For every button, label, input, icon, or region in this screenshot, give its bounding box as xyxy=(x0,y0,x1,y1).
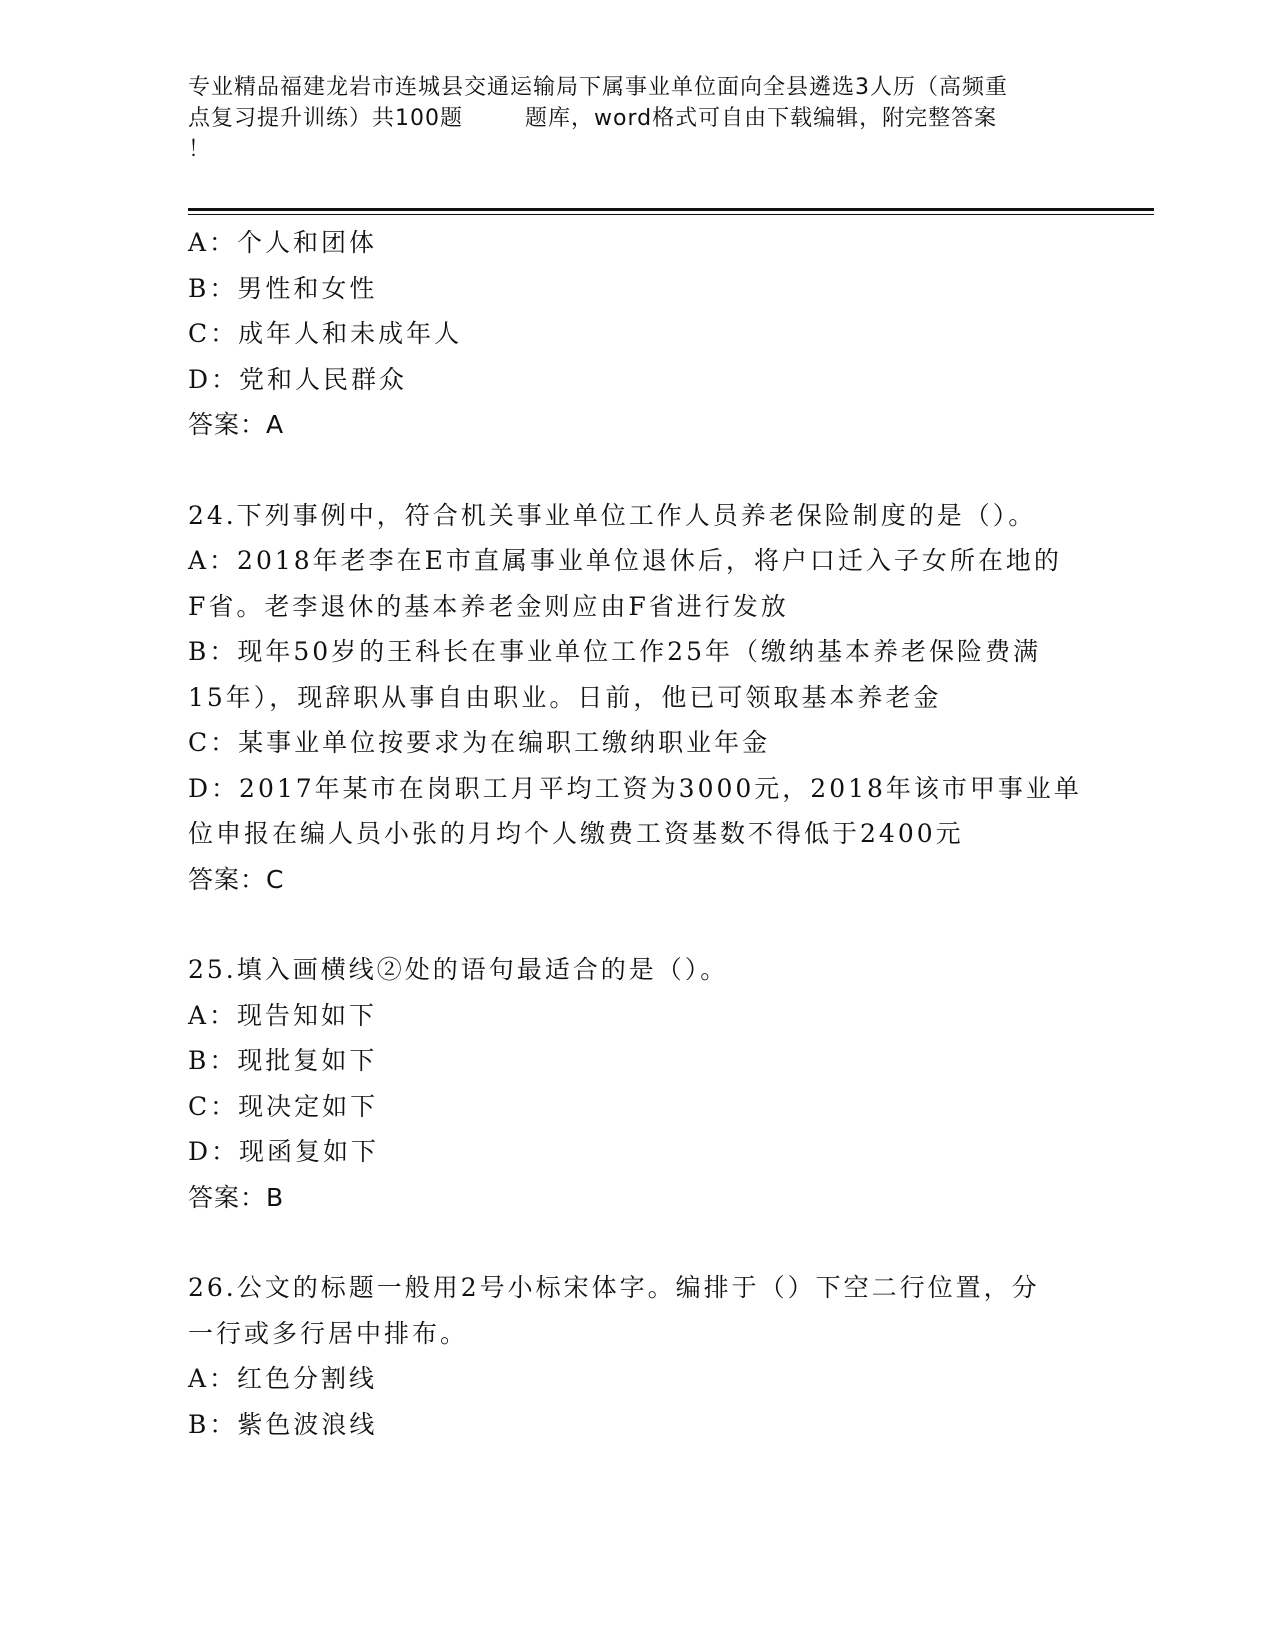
option-a: A：红色分割线 xyxy=(188,1364,378,1393)
header-line-2 xyxy=(188,103,1088,134)
header-line-3: ！ xyxy=(188,137,212,162)
header-rule-thick xyxy=(188,208,1154,211)
question-stem: 25.填入画横线②处的语句最适合的是（）。 xyxy=(188,955,729,984)
question-stem: 24.下列事例中，符合机关事业单位工作人员养老保险制度的是（）。 xyxy=(188,500,1037,530)
question-stem-line-1: 26.公文的标题一般用2号小标宋体字。编排于（）下空二行位置，分 xyxy=(188,1273,1040,1302)
option-c: C：某事业单位按要求为在编职工缴纳职业年金 xyxy=(188,728,771,757)
question-26-block xyxy=(188,1265,1088,1447)
answer-line: 答案：B xyxy=(188,1182,285,1212)
option-b-line-2: 15年），现辞职从事自由职业。日前，他已可领取基本养老金 xyxy=(188,682,942,712)
option-b: B：现批复如下 xyxy=(188,1046,378,1075)
question-24-block xyxy=(188,493,1088,903)
option-d: D：现函复如下 xyxy=(188,1137,380,1166)
answer-line: 答案：A xyxy=(188,410,285,439)
answer-line: 答案：C xyxy=(188,864,285,894)
question-content xyxy=(188,220,1088,1447)
option-d-line-1: D：2017年某市在岗职工月平均工资为3000元，2018年该市甲事业单 xyxy=(188,773,1082,803)
option-b: B：男性和女性 xyxy=(188,273,378,303)
header-line-2a: 点复习提升训练）共100题 xyxy=(188,106,463,131)
option-a: A：个人和团体 xyxy=(188,228,378,257)
header-rule-thin xyxy=(188,214,1154,215)
option-a-line-2: F省。老李退休的基本养老金则应由F省进行发放 xyxy=(188,591,789,621)
option-b-line-1: B：现年50岁的王科长在事业单位工作25年（缴纳基本养老保险费满 xyxy=(188,637,1041,666)
header-line-1: 专业精品福建龙岩市连城县交通运输局下属事业单位面向全县遴选3人历（高频重 xyxy=(188,75,1008,100)
option-a: A：现告知如下 xyxy=(188,1000,378,1030)
option-c: C：现决定如下 xyxy=(188,1091,379,1121)
option-d: D：党和人民群众 xyxy=(188,364,408,394)
option-c: C：成年人和未成年人 xyxy=(188,319,463,348)
option-a-line-1: A：2018年老李在E市直属事业单位退休后，将户口迁入子女所在地的 xyxy=(188,546,1062,575)
question-23-block xyxy=(188,220,1088,448)
option-b: B：紫色波浪线 xyxy=(188,1409,378,1439)
header-line-2b: 题库，word格式可自由下载编辑，附完整答案 xyxy=(525,106,998,131)
document-header xyxy=(188,72,1088,165)
question-25-block xyxy=(188,947,1088,1220)
option-d-line-2: 位申报在编人员小张的月均个人缴费工资基数不得低于2400元 xyxy=(188,819,964,848)
question-stem-line-2: 一行或多行居中排布。 xyxy=(188,1318,469,1348)
